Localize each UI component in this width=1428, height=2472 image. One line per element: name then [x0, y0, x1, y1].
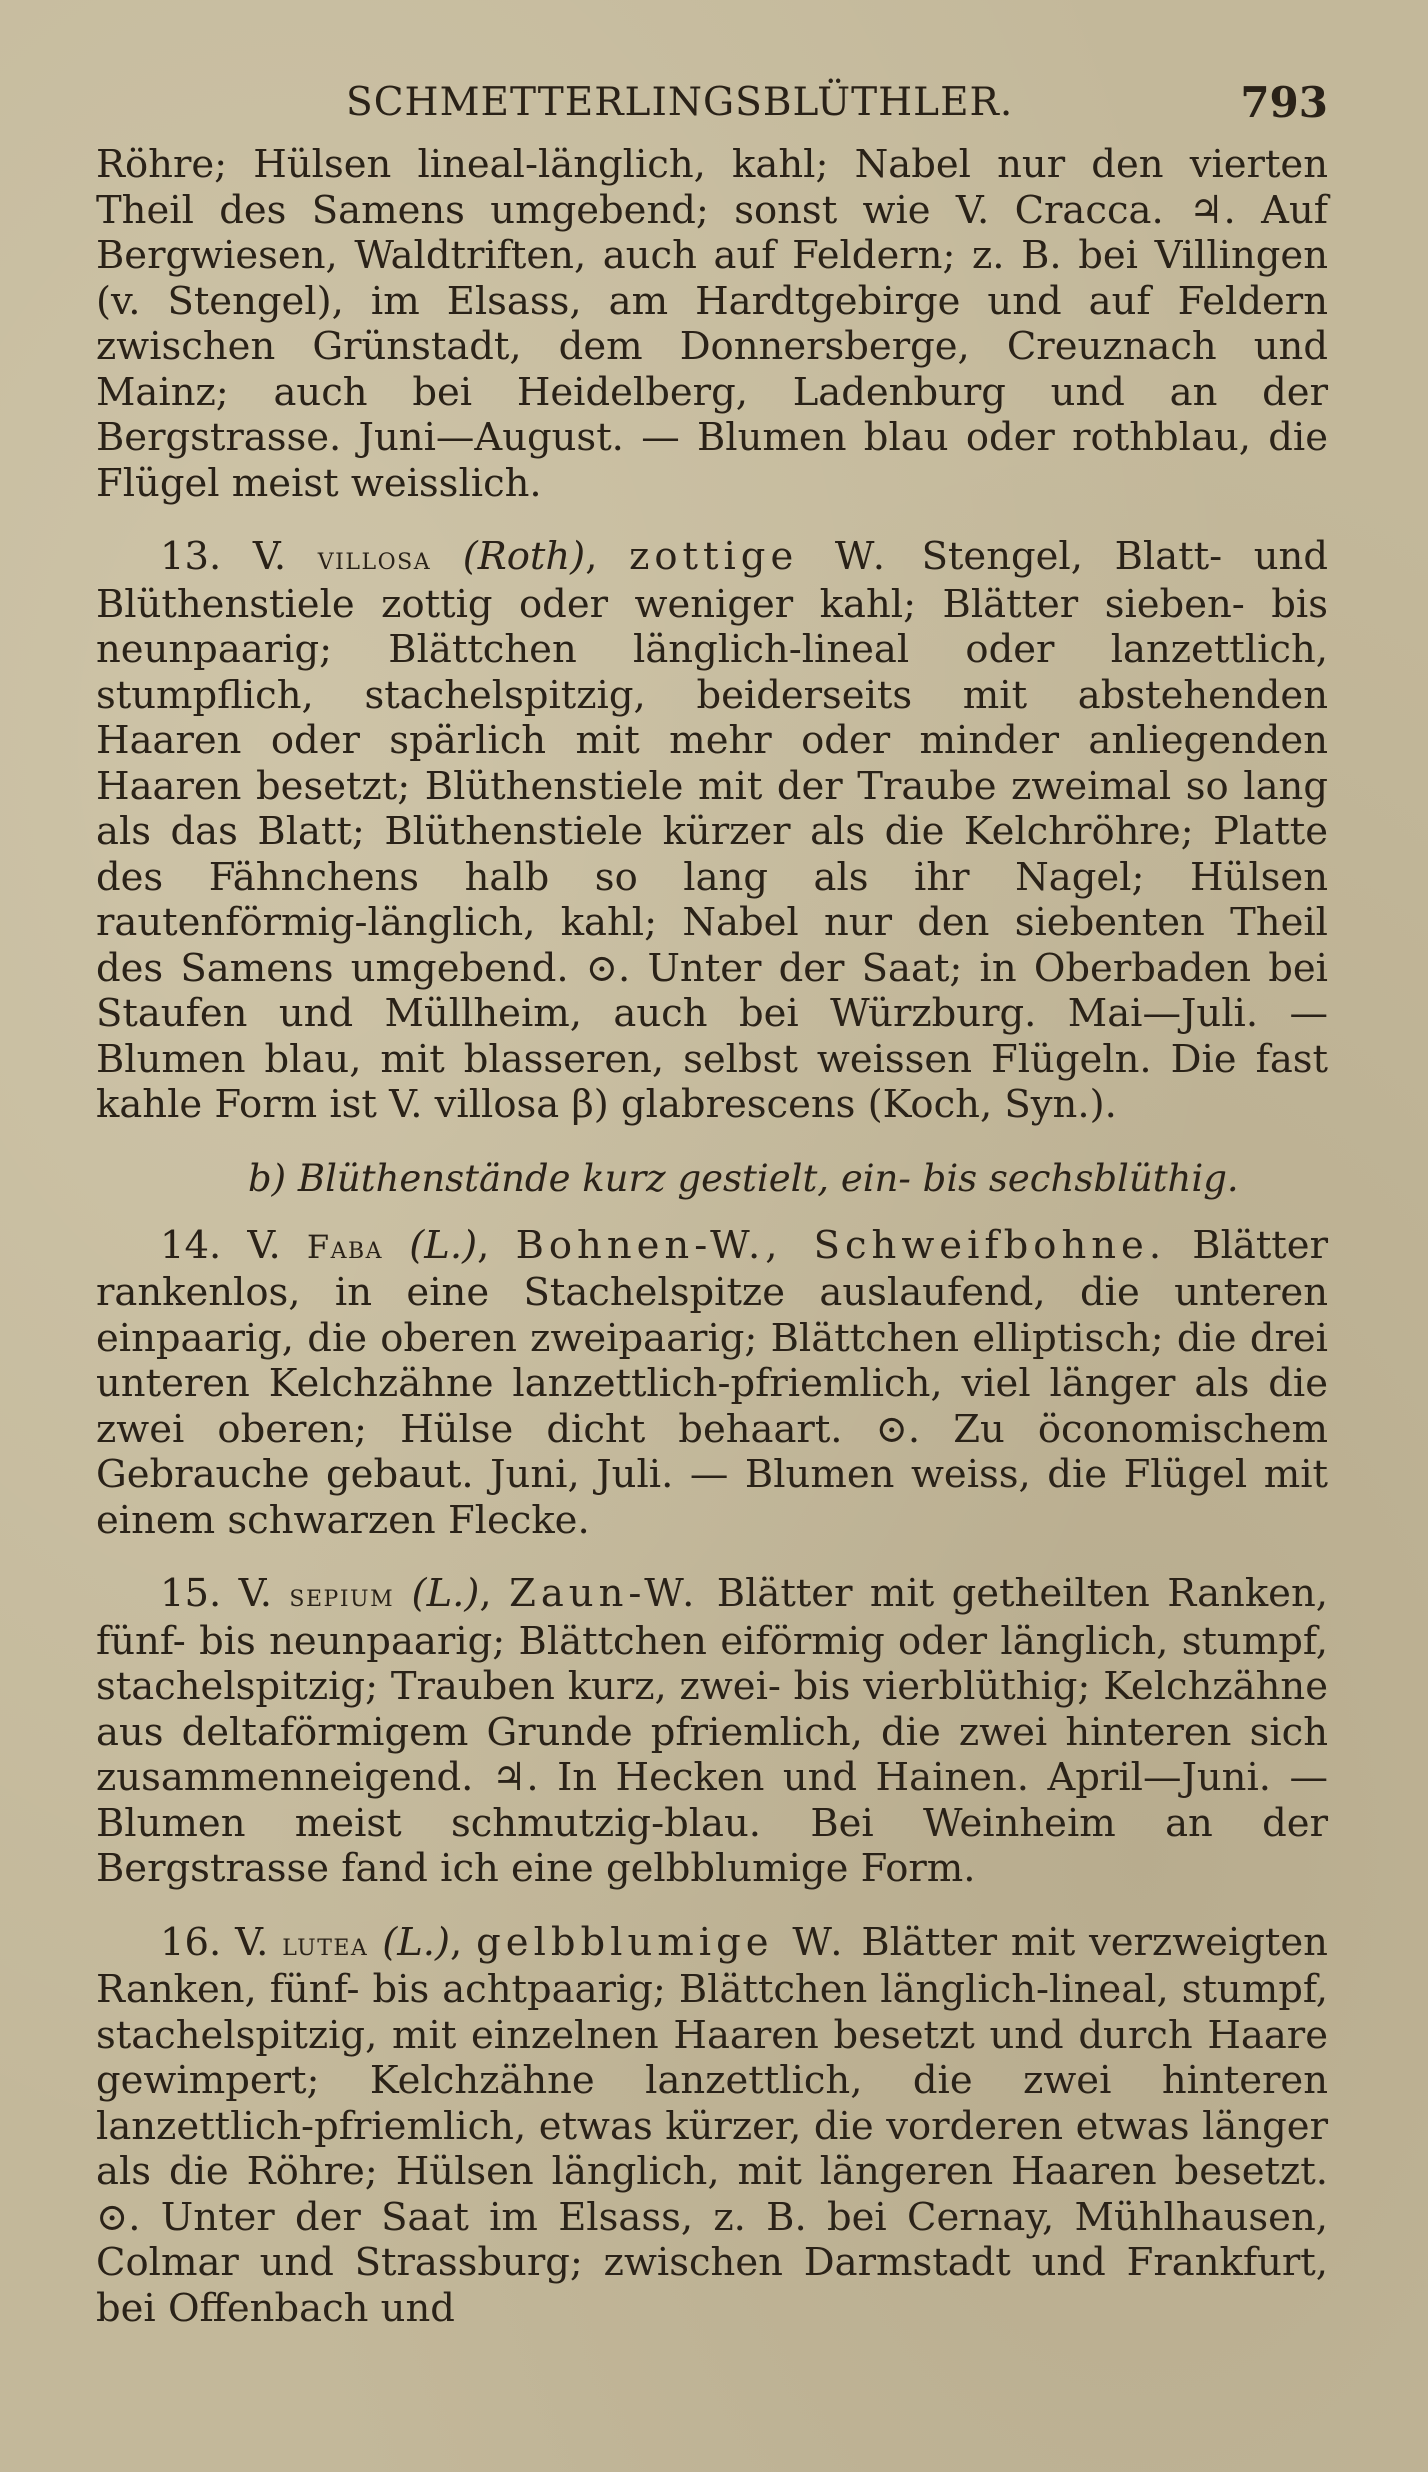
species-description: Stengel, Blatt- und Blüthenstiele zottig oder weniger kahl; Blätter sieben- bis neunpaarig; Blättchen länglich-lineal oder lanzettlich, stumpflich, stachelspitzig, beiderseits mit abstehenden Haaren oder spärlich mit mehr oder minder anliegenden Haaren besetzt; Blüthenstiele mit der Traube zweimal so lang als das Blatt; Blüthenstiele kürzer als die Kelchröhre; Platte des Fähnchens halb so lang als ihr Nagel; Hülsen rautenförmig-länglich, kahl; Nabel nur den siebenten Theil des Samens umgebend. ⊙. Unter der Saat; in Oberbaden bei Staufen und Müllheim, auch bei Würzburg. Mai—Juli. — Blumen blau, mit blasseren, selbst weissen Flügeln. Die fast kahle Form ist V. villosa β) glabrescens (Koch, Syn.).: [96, 534, 1328, 1127]
species-description: Blätter rankenlos, in eine Stachelspitze auslaufend, die unteren einpaarig, die oberen zweipaarig; Blättchen elliptisch; die drei unteren Kelchzähne lanzettlich-pfriemlich, viel länger als die zwei oberen; Hülse dicht behaart. ⊙. Zu öconomischem Gebrauche gebaut. Juni, Juli. — Blumen weiss, die Flügel mit einem schwarzen Flecke.: [96, 1222, 1328, 1543]
entry-faba: 14. V. Faba (L.), Bohnen-W., Schweifbohne. Blätter rankenlos, in eine Stachelspitze auslaufend, die unteren einpaarig, die oberen zweipaarig; Blättchen elliptisch; die drei unteren Kelchzähne lanzettlich-pfriemlich, viel länger als die zwei oberen; Hülse dicht behaart. ⊙. Zu öconomischem Gebrauche gebaut. Juni, Juli. — Blumen weiss, die Flügel mit einem schwarzen Flecke.: [96, 1222, 1328, 1543]
common-name: gelbblumige W.: [476, 1919, 848, 1965]
common-name: Bohnen-W., Schweifbohne.: [515, 1222, 1167, 1268]
species-description: Blätter mit getheilten Ranken, fünf- bis neunpaarig; Blättchen eiförmig oder länglich, stumpf, stachelspitzig; Trauben kurz, zwei- bis vierblüthig; Kelchzähne aus deltaförmigem Grunde pfriemlich, die zwei hinteren sich zusammenneigend. ♃. In Hecken und Hainen. April—Juni. — Blumen meist schmutzig-blau. Bei Weinheim an der Bergstrasse fand ich eine gelbblumige Form.: [96, 1571, 1328, 1891]
species-author: (Roth): [462, 534, 586, 579]
entry-number: 14. V.: [160, 1222, 281, 1268]
entry-villosa: 13. V. villosa (Roth), zottige W. Stengel, Blatt- und Blüthenstiele zottig oder weniger kahl; Blätter sieben- bis neunpaarig; Blättchen länglich-lineal oder lanzettlich, stumpflich, stachelspitzig, beiderseits mit abstehenden Haaren oder spärlich mit mehr oder minder anliegenden Haaren besetzt; Blüthenstiele mit der Traube zweimal so lang als das Blatt; Blüthenstiele kürzer als die Kelchröhre; Platte des Fähnchens halb so lang als ihr Nagel; Hülsen rautenförmig-länglich, kahl; Nabel nur den siebenten Theil des Samens umgebend. ⊙. Unter der Saat; in Oberbaden bei Staufen und Müllheim, auch bei Würzburg. Mai—Juli. — Blumen blau, mit blasseren, selbst weissen Flügeln. Die fast kahle Form ist V. villosa β) glabrescens (Koch, Syn.).: [96, 534, 1328, 1127]
common-name: zottige W.: [629, 534, 890, 579]
section-heading: b) Blüthenstände kurz gestielt, ein- bis sechsblüthig.: [248, 1156, 1239, 1200]
species-author: (L.): [411, 1571, 480, 1616]
book-page: [96, 72, 1328, 2412]
entry-lutea: 16. V. lutea (L.), gelbblumige W. Blätter mit verzweigten Ranken, fünf- bis achtpaarig; Blättchen länglich-lineal, stumpf, stachelspitzig, mit einzelnen Haaren besetzt und durch Haare gewimpert; Kelchzähne lanzettlich, die zwei hinteren lanzettlich-pfriemlich, etwas kürzer, die vorderen etwas länger als die Röhre; Hülsen länglich, mit längeren Haaren besetzt. ⊙. Unter der Saat im Elsass, z. B. bei Cernay, Mühlhausen, Colmar und Strassburg; zwischen Darmstadt und Frankfurt, bei Offenbach und: [96, 1919, 1328, 2331]
entry-number: 16. V.: [160, 1919, 269, 1965]
species-name: sepium: [289, 1576, 395, 1614]
page-number: 793: [1240, 78, 1328, 127]
running-title: SCHMETTERLINGSBLÜTHLER.: [346, 80, 1014, 125]
species-name: Faba: [306, 1227, 384, 1266]
common-name: Zaun-W.: [509, 1571, 700, 1616]
entry-number: 13. V.: [160, 534, 287, 579]
running-head: [96, 72, 1328, 142]
species-description: Blätter mit verzweigten Ranken, fünf- bis achtpaarig; Blättchen länglich-lineal, stumpf, stachelspitzig, mit einzelnen Haaren besetzt und durch Haare gewimpert; Kelchzähne lanzettlich, die zwei hinteren lanzettlich-pfriemlich, etwas kürzer, die vorderen etwas länger als die Röhre; Hülsen länglich, mit längeren Haaren besetzt. ⊙. Unter der Saat im Elsass, z. B. bei Cernay, Mühlhausen, Colmar und Strassburg; zwischen Darmstadt und Frankfurt, bei Offenbach und: [96, 1919, 1328, 2331]
entry-number: 15. V.: [160, 1571, 272, 1616]
continuation-paragraph: Röhre; Hülsen lineal-länglich, kahl; Nabel nur den vierten Theil des Samens umgebend; sonst wie V. Cracca. ♃. Auf Bergwiesen, Waldtriften, auch auf Feldern; z. B. bei Villingen (v. Stengel), im Elsass, am Hardtgebirge und auf Feldern zwischen Grünstadt, dem Donnersberge, Creuznach und Mainz; auch bei Heidelberg, Ladenburg und an der Bergstrasse. Juni—August. — Blumen blau oder rothblau, die Flügel meist weisslich.: [96, 142, 1328, 506]
entry-sepium: 15. V. sepium (L.), Zaun-W. Blätter mit getheilten Ranken, fünf- bis neunpaarig; Blättchen eiförmig oder länglich, stumpf, stachelspitzig; Trauben kurz, zwei- bis vierblüthig; Kelchzähne aus deltaförmigem Grunde pfriemlich, die zwei hinteren sich zusammenneigend. ♃. In Hecken und Hainen. April—Juni. — Blumen meist schmutzig-blau. Bei Weinheim an der Bergstrasse fand ich eine gelbblumige Form.: [96, 1571, 1328, 1891]
body-text: [96, 142, 1328, 2331]
species-author: (L.): [382, 1919, 451, 1965]
species-name: lutea: [282, 1924, 369, 1963]
species-author: (L.): [409, 1222, 478, 1268]
species-name: villosa: [317, 539, 432, 577]
